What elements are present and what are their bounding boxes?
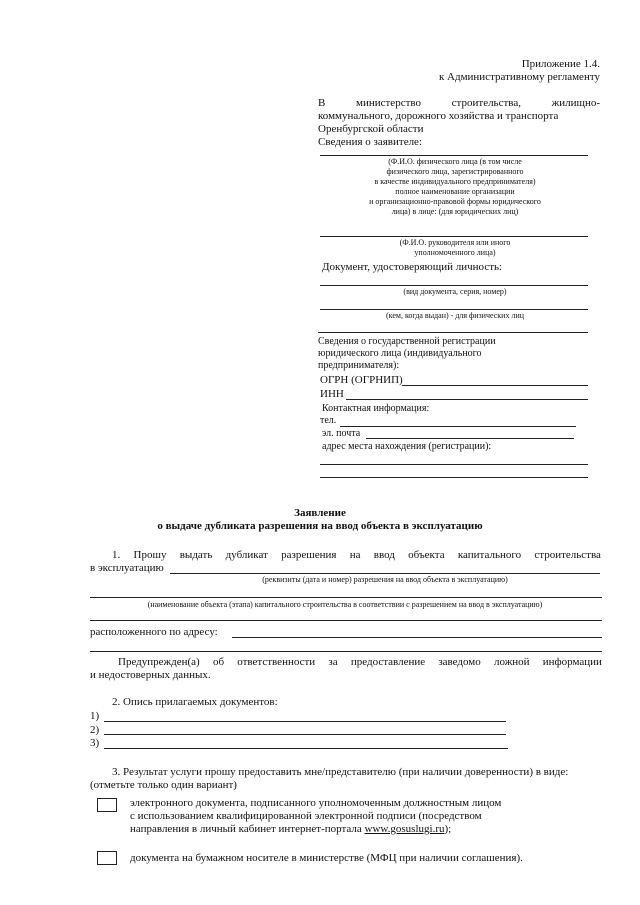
list-number: 1) [90, 710, 100, 722]
list-number: 2) [90, 724, 100, 736]
p1-word: 1. [112, 549, 121, 561]
permit-details-field[interactable] [170, 573, 600, 574]
document-field-1[interactable] [104, 721, 506, 722]
head-caption [330, 238, 580, 258]
id-doc-label: Документ, удостоверяющий личность: [322, 261, 503, 273]
email-label: эл. почта [322, 428, 361, 439]
option-line: электронного документа, подписанного уполномоченным должностным лицом [130, 797, 502, 809]
divider [318, 332, 588, 333]
inn-label: ИНН [320, 388, 344, 400]
caption-line: (Ф.И.О. физического лица (в том числе [388, 157, 522, 166]
warning-word: заведомо [438, 656, 481, 668]
registration-line: юридического лица (индивидуального [318, 348, 482, 359]
caption-line: и организационно-правовой формы юридического [369, 197, 541, 206]
address-label: адрес места нахождения (регистрации): [322, 441, 492, 452]
caption-line: физического лица, зарегистрированного [386, 167, 524, 176]
registration-line: предпринимателя): [318, 360, 400, 371]
warning-word: за [328, 656, 338, 668]
id-doc-caption: (вид документа, серия, номер) [403, 287, 507, 296]
option-electronic-checkbox[interactable] [97, 798, 117, 812]
warning-word: предоставление [350, 656, 426, 668]
ogrn-label: ОГРН (ОГРНИП) [320, 374, 403, 386]
warning-word: информации [542, 656, 602, 668]
addressee-line-1 [318, 97, 600, 110]
option-paper-text: документа на бумажном носителе в министерстве (МФЦ при наличии соглашения). [130, 852, 523, 864]
option-paper-checkbox[interactable] [97, 851, 117, 865]
permit-details-caption: (реквизиты (дата и номер) разрешения на ввод объекта в эксплуатацию) [262, 575, 508, 584]
addressee-word: В [318, 97, 326, 109]
warning-word: Предупрежден(а) [118, 656, 200, 668]
p1-word: Прошу [133, 549, 167, 561]
phone-field[interactable] [340, 426, 576, 427]
located-address-field[interactable] [232, 637, 602, 638]
applicant-header: Сведения о заявителе: [318, 136, 423, 148]
inn-field[interactable] [346, 399, 588, 400]
applicant-name-field[interactable] [320, 155, 588, 156]
issued-caption: (кем, когда выдан) - для физических лиц [385, 311, 525, 320]
statement-subtitle: о выдаче дубликата разрешения на ввод объекта в эксплуатацию [157, 520, 483, 532]
statement-title: Заявление [294, 507, 346, 519]
ogrn-field[interactable] [402, 385, 588, 386]
p1-word: дубликат [225, 549, 268, 561]
contact-label: Контактная информация: [322, 403, 430, 414]
annex-line-1: Приложение 1.4. [521, 58, 600, 70]
object-name-field[interactable] [90, 597, 602, 598]
p1-word: объекта [408, 549, 445, 561]
phone-label: тел. [320, 415, 337, 426]
p3-line-1: 3. Результат услуги прошу предоставить мне/представителю (при наличии доверенности) в виде: [112, 766, 569, 778]
registration-line: Сведения о государственной регистрации [318, 336, 496, 347]
p1-line-1 [112, 549, 601, 562]
address-field-2[interactable] [320, 477, 588, 478]
head-name-field[interactable] [320, 236, 588, 237]
object-name-caption: (наименование объекта (этапа) капитального строительства в соответствии с разрешением на ввод в эксплуатацию) [147, 600, 543, 609]
option-line-tail: ); [444, 823, 452, 835]
p1-word: капитального [457, 549, 522, 561]
located-address-field-2[interactable] [90, 651, 602, 652]
annex-line-2: к Административному регламенту [438, 71, 600, 83]
addressee-word: министерство [356, 97, 422, 109]
email-field[interactable] [366, 438, 574, 439]
caption-line: (Ф.И.О. руководителя или иного [399, 238, 511, 247]
addressee-word: жилищно- [551, 97, 600, 109]
object-name-field-2[interactable] [90, 620, 602, 621]
located-label: расположенного по адресу: [90, 626, 218, 638]
option-line [130, 823, 550, 836]
option-line: с использованием квалифицированной электронной подписи (посредством [130, 810, 482, 822]
warning-line-2: и недостоверных данных. [90, 669, 211, 681]
document-field-2[interactable] [104, 734, 506, 735]
caption-line: полное наименование организации [395, 187, 515, 196]
applicant-caption [330, 157, 580, 217]
p1-word: разрешения [281, 549, 337, 561]
caption-line: лица) в лице: (для юридических лиц) [391, 207, 519, 216]
registration-block [318, 336, 496, 372]
id-doc-field[interactable] [320, 285, 588, 286]
issued-field[interactable] [320, 309, 588, 310]
address-field-1[interactable] [320, 464, 588, 465]
warning-word: ложной [493, 656, 530, 668]
p3-line-2: (отметьте только один вариант) [90, 779, 237, 791]
option-line-text: направления в личный кабинет интернет-портала [130, 823, 365, 835]
caption-line: в качестве индивидуального предпринимателя) [374, 177, 536, 186]
p1-word: ввод [373, 549, 395, 561]
p2-heading: 2. Опись прилагаемых документов: [112, 696, 278, 708]
gosuslugi-link[interactable]: www.gosuslugi.ru [364, 823, 445, 835]
addressee-word: строительства, [451, 97, 521, 109]
p1-word: выдать [179, 549, 213, 561]
list-number: 3) [90, 737, 100, 749]
addressee-line-3: Оренбургской области [318, 123, 424, 135]
p1-word: на [349, 549, 361, 561]
warning-word: об [212, 656, 225, 668]
option-electronic-text [130, 797, 550, 836]
addressee-line-2: коммунального, дорожного хозяйства и транспорта [318, 110, 559, 122]
warning-line-1 [118, 656, 602, 669]
warning-word: ответственности [237, 656, 316, 668]
p1-word: строительства [534, 549, 601, 561]
p1-line-2: в эксплуатацию [90, 562, 164, 574]
document-field-3[interactable] [104, 748, 508, 749]
caption-line: уполномоченного лица) [414, 248, 496, 257]
